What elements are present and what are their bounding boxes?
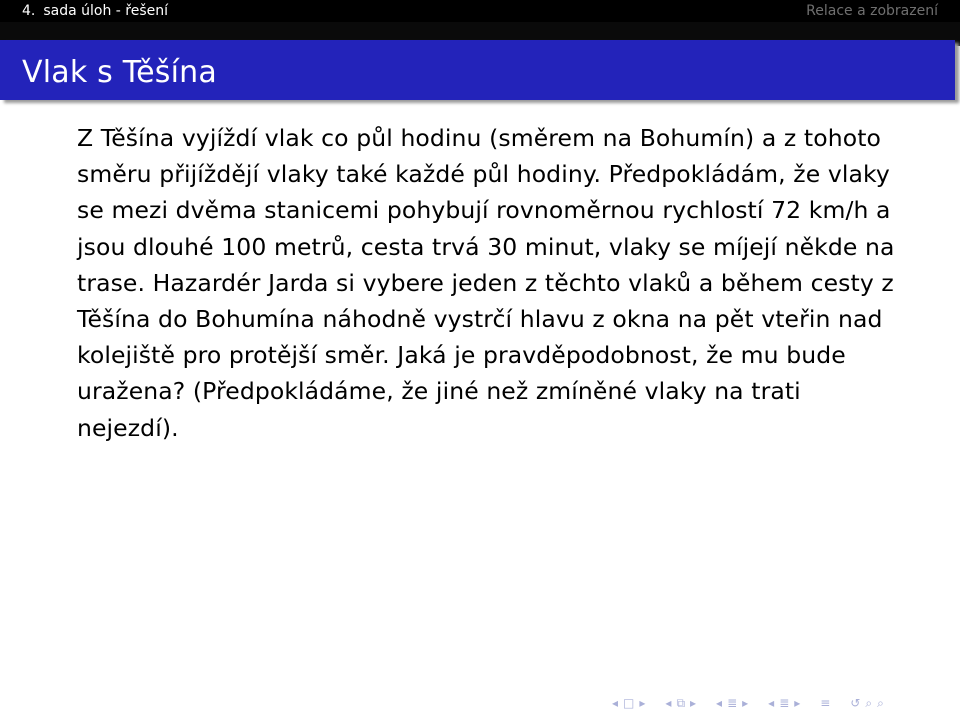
next-subsection-icon[interactable]: ▸ [690, 696, 697, 710]
align-icon[interactable]: ≡ [820, 696, 831, 710]
section-number[interactable]: 4. [22, 3, 36, 19]
prev-slide-icon[interactable]: ◂ [768, 696, 775, 710]
frame-title-bar [0, 40, 955, 100]
next-section-icon[interactable]: ▸ [742, 696, 749, 710]
problem-text: Z Těšína vyjíždí vlak co půl hodinu (směrem na Bohumín) a z tohoto směru přijíždějí vlaky také každé půl hodiny. Předpokládám, že vlaky se mezi dvěma stanicemi pohybují rovnoměrnou rychlostí 72 km/h a jsou dlouhé 100 metrů, cesta trvá 30 minut, vlaky se míjejí někde na trase. Hazardér Jarda si vybere jeden z těchto vlaků a během cesty z Těšína do Bohumína náhodně vystrčí hlavu z okna na pět vteřin nad kolejiště pro protější směr. Jaká je pravděpodobnost, že mu bude uražena? (Předpokládáme, že jiné než zmíněné vlaky na trati nejezdí). [77, 124, 895, 442]
first-frame-icon[interactable]: ◂ [612, 696, 619, 710]
subsection-icon[interactable]: ⧉ [676, 696, 686, 710]
frame-content [77, 120, 897, 446]
search-icon[interactable]: ⌕ [865, 696, 873, 710]
next-frame-icon[interactable]: ▸ [639, 696, 646, 710]
section-icon[interactable]: ≣ [727, 696, 738, 710]
section-title[interactable]: sada úloh - řešení [43, 3, 169, 19]
frame-title: Vlak s Těšína [22, 54, 217, 90]
zoom-icon[interactable]: ⌕ [877, 696, 884, 710]
presentation-title[interactable]: Relace a zobrazení [806, 3, 938, 19]
prev-frame-icon[interactable]: □ [623, 696, 635, 710]
next-slide-icon[interactable]: ▸ [794, 696, 801, 710]
beamer-navigation-bar [612, 694, 884, 712]
prev-subsection-icon[interactable]: ◂ [665, 696, 672, 710]
slide-icon[interactable]: ≣ [779, 696, 790, 710]
prev-section-icon[interactable]: ◂ [716, 696, 723, 710]
back-icon[interactable]: ↺ [850, 696, 861, 710]
beamer-headline [0, 0, 960, 22]
section-nav[interactable] [22, 3, 168, 19]
